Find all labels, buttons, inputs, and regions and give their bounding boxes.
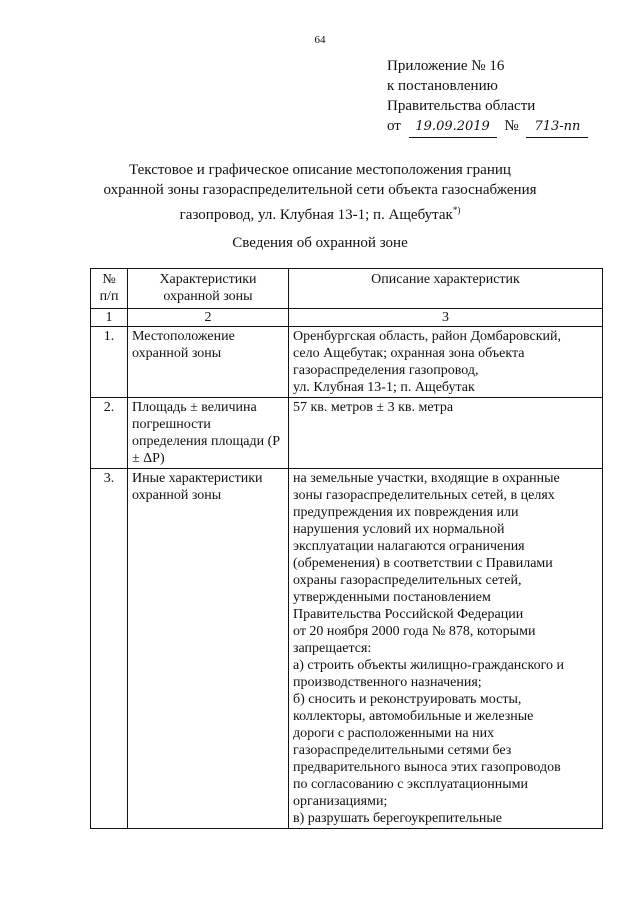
appendix-block <box>387 56 588 138</box>
title-line-2: охранной зоны газораспределительной сети объекта газоснабжения <box>103 182 537 198</box>
title-line-1: Текстовое и графическое описание местоположения границ <box>129 162 511 178</box>
row-description: Оренбургская область, район Домбаровский, село Ащебутак; охранная зона объекта газораспределения газопровод, ул. Клубная 13-1; п. Ащебутак <box>289 327 603 398</box>
appendix-line-3: Правительства области <box>387 98 536 114</box>
footnote-mark: *) <box>452 205 461 215</box>
page-number: 64 <box>314 34 326 46</box>
number-label: № <box>504 118 519 134</box>
appendix-line-2: к постановлению <box>387 78 498 94</box>
row-number: 1. <box>91 327 128 398</box>
column-number-3: 3 <box>289 309 603 327</box>
from-label: от <box>387 118 401 134</box>
handwritten-date: 19.09.2019 <box>409 117 497 138</box>
header-characteristic: Характеристики охранной зоны <box>128 269 289 309</box>
title-line-3 <box>0 200 640 225</box>
row-description: 57 кв. метров ± 3 кв. метра <box>289 398 603 469</box>
row-characteristic: Местоположение охранной зоны <box>128 327 289 398</box>
column-number-2: 2 <box>128 309 289 327</box>
row-characteristic: Площадь ± величина погрешности определения площади (P ± ΔP) <box>128 398 289 469</box>
header-number: № п/п <box>91 269 128 309</box>
protection-zone-table <box>90 268 603 829</box>
appendix-line-4 <box>387 116 588 138</box>
section-subtitle: Сведения об охранной зоне <box>232 235 408 251</box>
row-number: 2. <box>91 398 128 469</box>
row-number: 3. <box>91 469 128 829</box>
appendix-line-1: Приложение № 16 <box>387 58 505 74</box>
table-row <box>91 469 603 829</box>
header-description: Описание характеристик <box>289 269 603 309</box>
document-title <box>0 160 640 225</box>
handwritten-number: 713-пп <box>526 117 588 138</box>
row-description: на земельные участки, входящие в охранные зоны газораспределительных сетей, в целях предупреждения их повреждения или нарушения условий их нормальной эксплуатации налагаются ограничения (обременения) в соответствии с Правилами охраны газораспределительных сетей, утвержденными постановлением Правительства Российской Федерации от 20 ноября 2000 года № 878, которыми запрещается: а) строить объекты жилищно-гражданского и производственного назначения; б) сносить и реконструировать мосты, коллекторы, автомобильные и железные дороги с расположенными на них газораспределительными сетями без предварительного выноса этих газопроводов по согласованию с эксплуатационными организациями; в) разрушать берегоукрепительные <box>289 469 603 829</box>
column-number-row <box>91 309 603 327</box>
table-row <box>91 398 603 469</box>
table-row <box>91 327 603 398</box>
column-number-1: 1 <box>91 309 128 327</box>
table-header-row <box>91 269 603 309</box>
title-line-3-text: газопровод, ул. Клубная 13-1; п. Ащебутак <box>179 207 453 223</box>
row-characteristic: Иные характеристики охранной зоны <box>128 469 289 829</box>
